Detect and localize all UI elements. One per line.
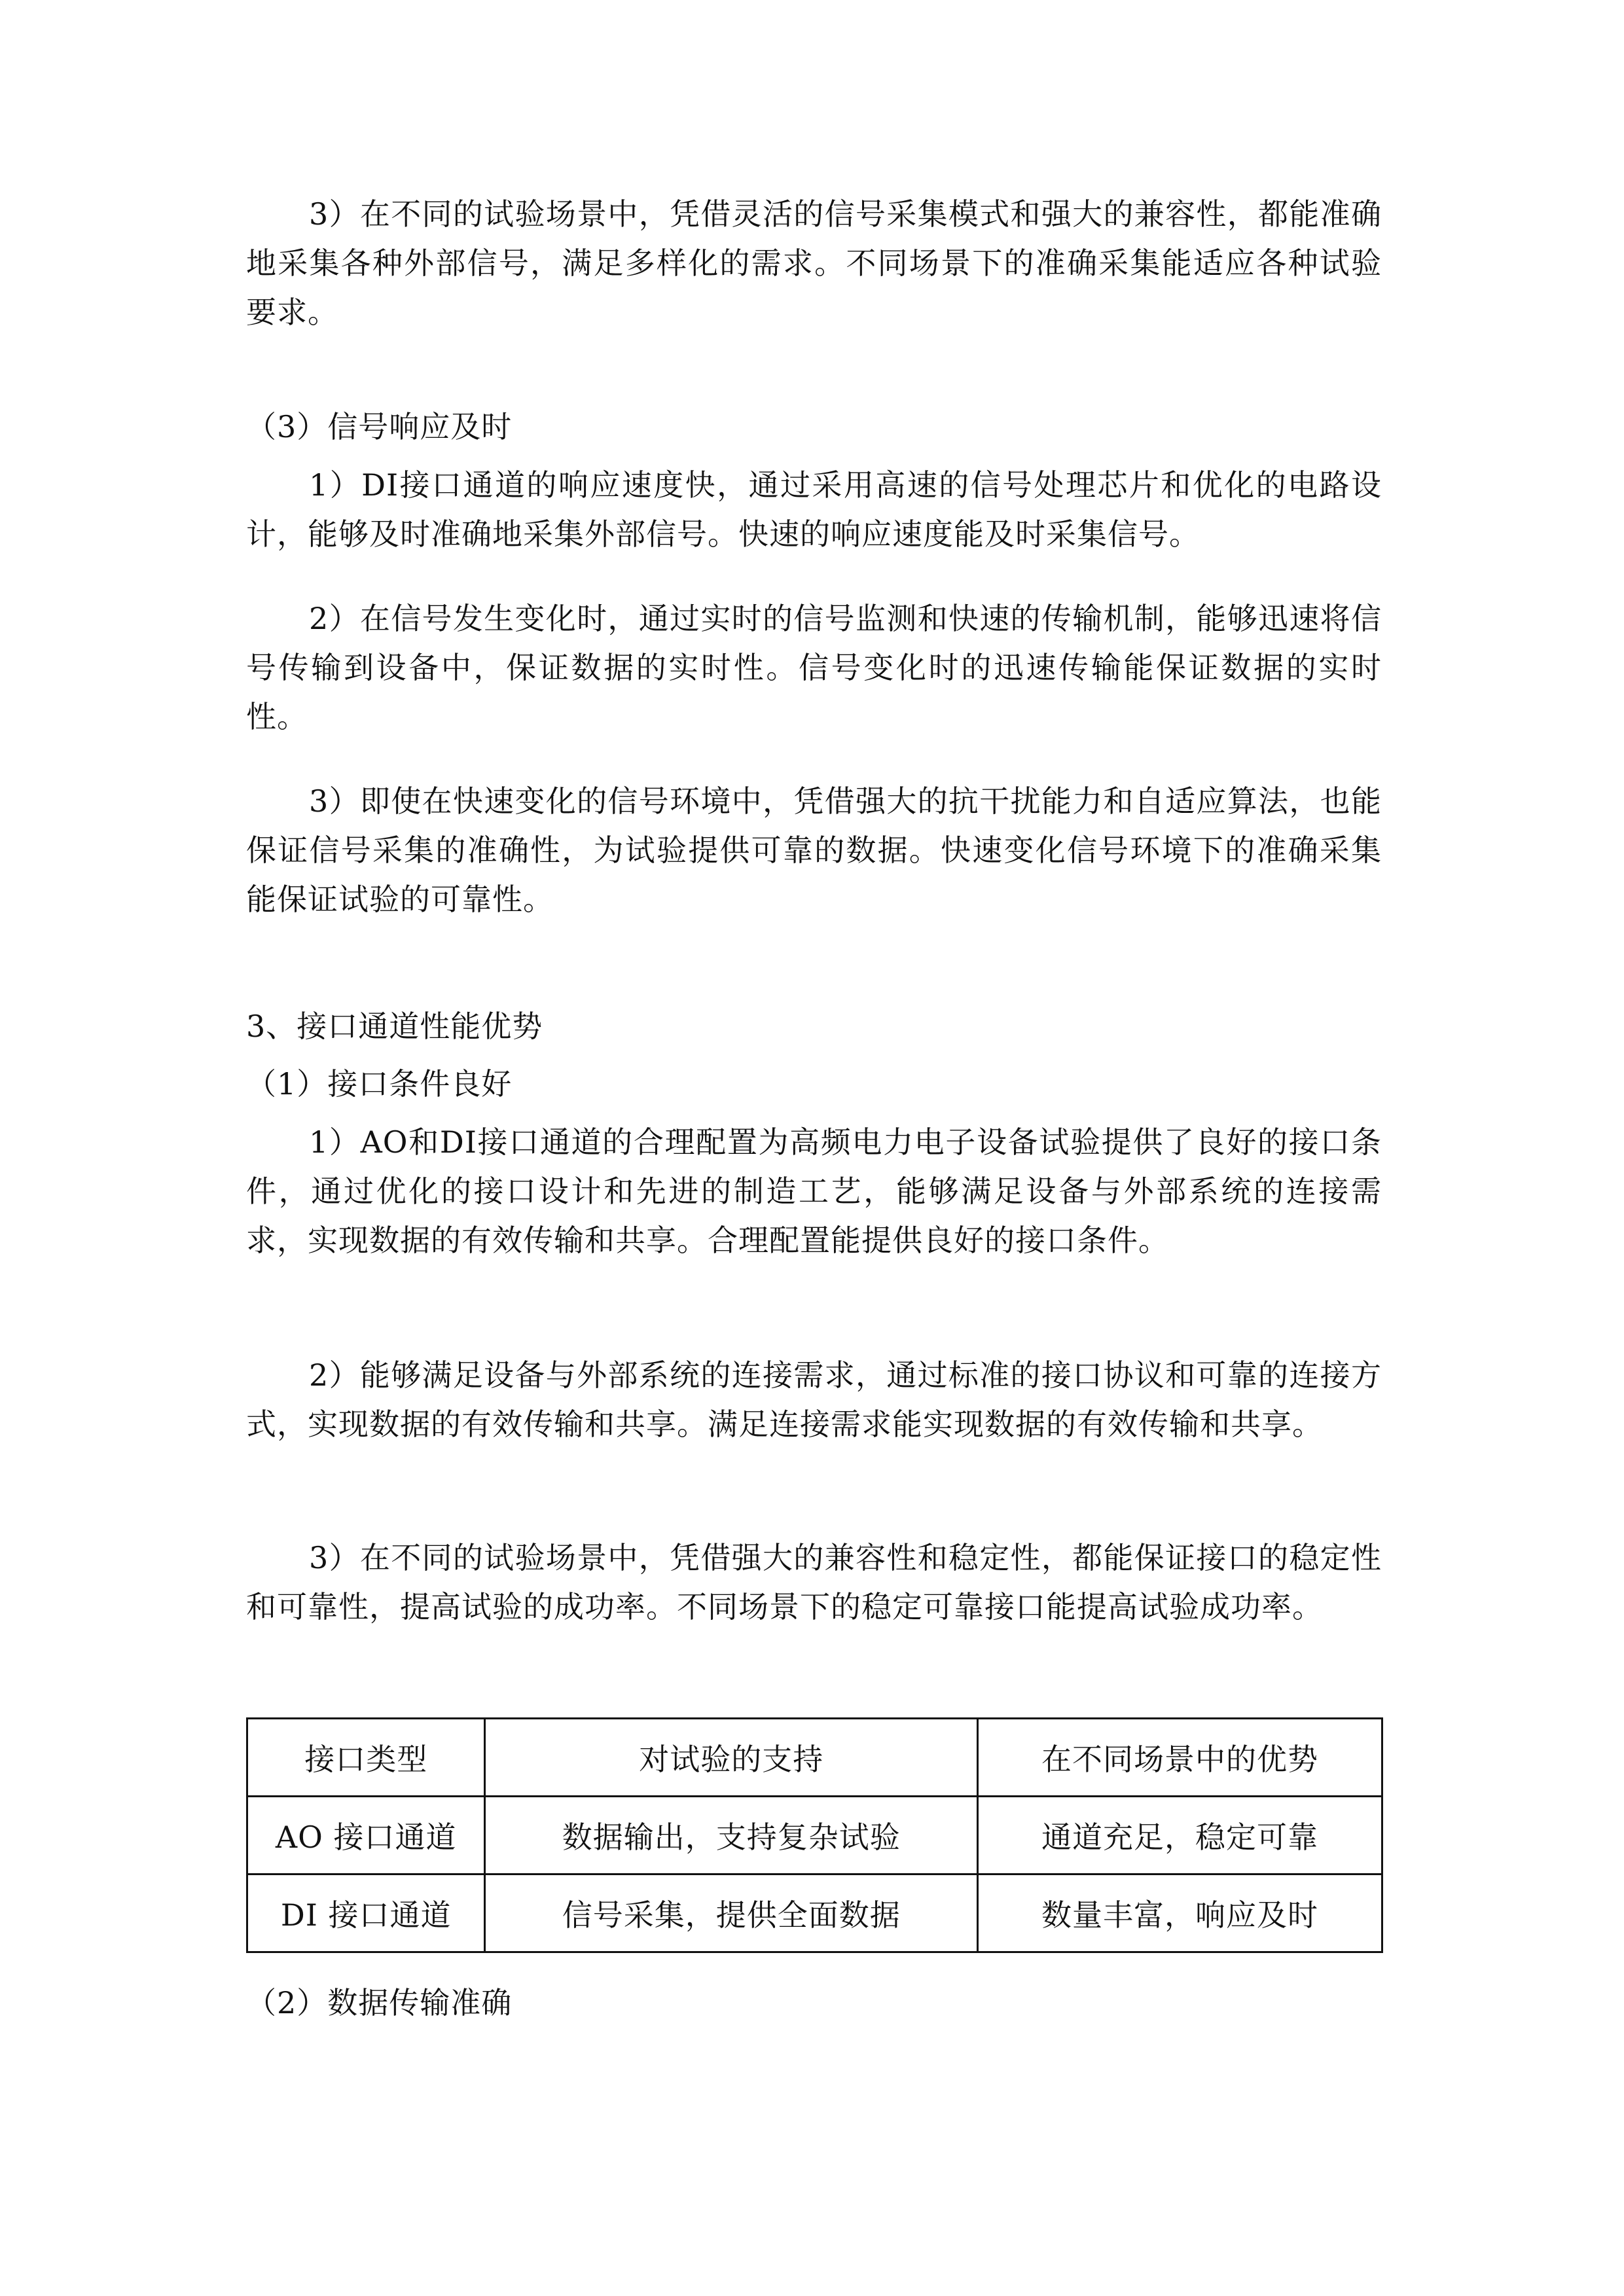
table-cell: 数量丰富，响应及时	[978, 1874, 1382, 1952]
heading-interface-conditions: （1）接口条件良好	[246, 1066, 513, 1102]
table-row	[247, 1874, 1382, 1952]
table-cell: AO 接口通道	[247, 1797, 485, 1874]
paragraph-ao-di-config: 1）AO和DI接口通道的合理配置为高频电力电子设备试验提供了良好的接口条件，通过优化的接口设计和先进的制造工艺，能够满足设备与外部系统的连接需求，实现数据的有效传输和共享。合理配置能提供良好的接口条件。	[246, 1124, 1382, 1258]
heading-signal-response: （3）信号响应及时	[246, 409, 513, 444]
paragraph-stability: 3）在不同的试验场景中，凭借强大的兼容性和稳定性，都能保证接口的稳定性和可靠性，提高试验的成功率。不同场景下的稳定可靠接口能提高试验成功率。	[246, 1540, 1382, 1624]
paragraph-connection-needs: 2）能够满足设备与外部系统的连接需求，通过标准的接口协议和可靠的连接方式，实现数据的有效传输和共享。满足连接需求能实现数据的有效传输和共享。	[246, 1357, 1382, 1442]
table-row	[247, 1797, 1382, 1874]
table-cell: 数据输出，支持复杂试验	[485, 1797, 978, 1874]
table-cell: 信号采集，提供全面数据	[485, 1874, 978, 1952]
table-cell: 通道充足，稳定可靠	[978, 1797, 1382, 1874]
table-header-cell: 在不同场景中的优势	[978, 1719, 1382, 1797]
interface-comparison-table	[246, 1717, 1383, 1953]
table-header-cell: 接口类型	[247, 1719, 485, 1797]
table-header-cell: 对试验的支持	[485, 1719, 978, 1797]
heading-interface-advantages: 3、接口通道性能优势	[246, 1009, 543, 1044]
paragraph-signal-change: 2）在信号发生变化时，通过实时的信号监测和快速的传输机制，能够迅速将信号传输到设备中，保证数据的实时性。信号变化时的迅速传输能保证数据的实时性。	[246, 601, 1382, 734]
paragraph-di-response-speed: 1）DI接口通道的响应速度快，通过采用高速的信号处理芯片和优化的电路设计，能够及时准确地采集外部信号。快速的响应速度能及时采集信号。	[246, 467, 1382, 552]
table-header-row	[247, 1719, 1382, 1797]
paragraph-fast-changing-env: 3）即使在快速变化的信号环境中，凭借强大的抗干扰能力和自适应算法，也能保证信号采集的准确性，为试验提供可靠的数据。快速变化信号环境下的准确采集能保证试验的可靠性。	[246, 783, 1382, 917]
table-cell: DI 接口通道	[247, 1874, 485, 1952]
heading-data-transmission: （2）数据传输准确	[246, 1985, 513, 2020]
paragraph-scenario-collection: 3）在不同的试验场景中，凭借灵活的信号采集模式和强大的兼容性，都能准确地采集各种外部信号，满足多样化的需求。不同场景下的准确采集能适应各种试验要求。	[246, 196, 1382, 330]
